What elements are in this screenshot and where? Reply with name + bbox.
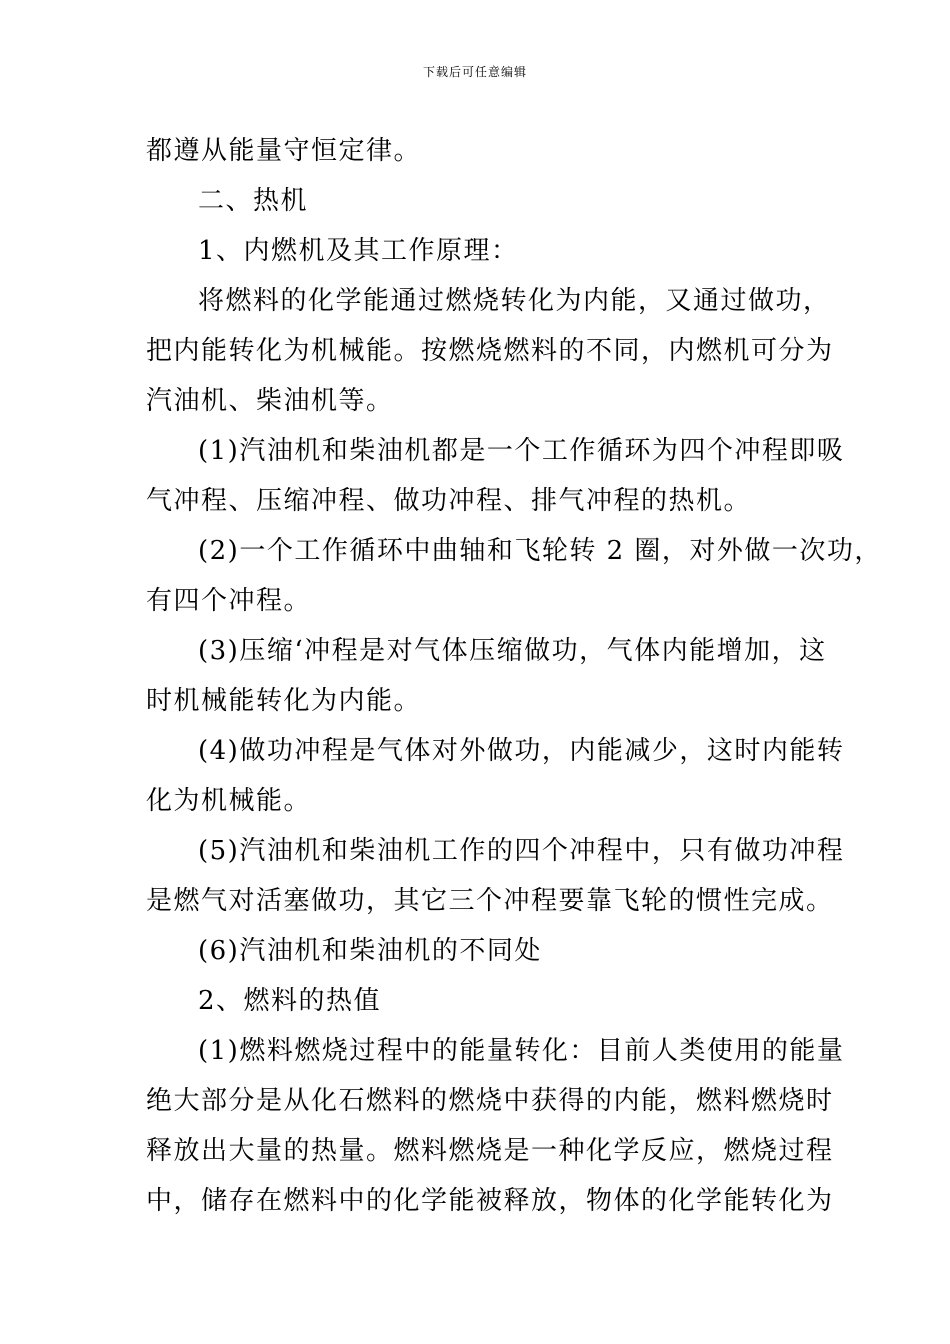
list-item-text: (1)燃料燃烧过程中的能量转化：目前人类使用的能量 [198, 1036, 845, 1066]
document-body [146, 126, 882, 1226]
section-heading: 二、热机 [198, 186, 309, 216]
list-item-text: (1)汽油机和柴油机都是一个工作循环为四个冲程即吸 [198, 436, 845, 466]
text-line: 中，储存在燃料中的化学能被释放，物体的化学能转化为 [146, 1186, 834, 1216]
text-line: 气冲程、压缩冲程、做功冲程、排气冲程的热机。 [146, 486, 752, 516]
text-line: 是燃气对活塞做功，其它三个冲程要靠飞轮的惯性完成。 [146, 886, 834, 916]
list-item-text: (5)汽油机和柴油机工作的四个冲程中，只有做功冲程 [198, 836, 845, 866]
text-line: 将燃料的化学能通过燃烧转化为内能，又通过做功， [198, 286, 831, 316]
text-line: 都遵从能量守恒定律。 [146, 136, 422, 166]
subsection-heading: 1、内燃机及其工作原理： [198, 236, 519, 266]
subsection-heading: 2、燃料的热值 [198, 986, 382, 1016]
text-line: 释放出大量的热量。燃料燃烧是一种化学反应，燃烧过程 [146, 1136, 834, 1166]
page-header-note: 下载后可任意编辑 [422, 65, 527, 79]
text-line: 时机械能转化为内能。 [146, 686, 422, 716]
list-item-text: (2)一个工作循环中曲轴和飞轮转 2 圈，对外做一次功， [198, 536, 882, 566]
list-item-text: (6)汽油机和柴油机的不同处 [198, 936, 542, 966]
text-line: 把内能转化为机械能。按燃烧燃料的不同，内燃机可分为 [146, 336, 834, 366]
text-line: 化为机械能。 [146, 786, 312, 816]
text-line: 绝大部分是从化石燃料的燃烧中获得的内能，燃料燃烧时 [146, 1086, 834, 1116]
list-item-text: (3)压缩‘冲程是对气体压缩做功，气体内能增加，这 [198, 636, 827, 666]
text-line: 有四个冲程。 [146, 586, 312, 616]
text-line: 汽油机、柴油机等。 [146, 386, 394, 416]
list-item-text: (4)做功冲程是气体对外做功，内能减少，这时内能转 [198, 736, 845, 766]
